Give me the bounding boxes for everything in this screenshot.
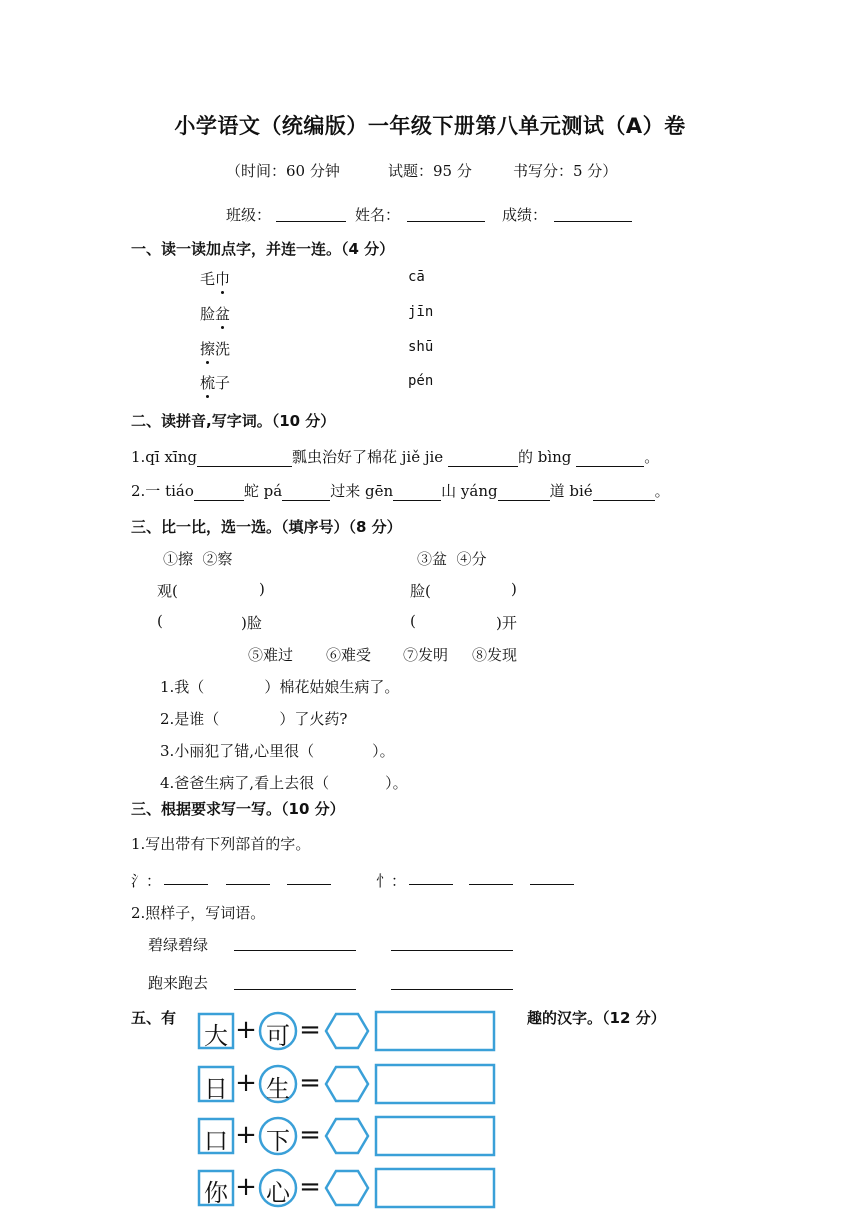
name-label: 姓名： <box>355 206 401 224</box>
answer-box[interactable] <box>376 1012 494 1050</box>
radical-water: 氵： <box>131 872 162 890</box>
fill-paren: ( <box>157 612 163 630</box>
answer-blank[interactable] <box>234 989 356 990</box>
word-item: 脸盆 <box>200 305 231 323</box>
plus-sign: + <box>235 1172 257 1202</box>
prompt-pattern: 2.照样子，写词语。 <box>131 904 266 922</box>
radical-heart: 忄： <box>376 872 407 890</box>
answer-blank[interactable] <box>448 450 518 467</box>
char-b: 可 <box>266 1022 290 1050</box>
char-a: 你 <box>204 1179 228 1207</box>
question-1: 1.我（ ）棉花姑娘生病了。 <box>160 678 400 696</box>
time-limit: （时间：60 分钟 <box>226 162 340 180</box>
example-word: 碧绿碧绿 <box>148 936 209 954</box>
char-a: 口 <box>204 1127 228 1155</box>
options-right: ③盆 ④分 <box>417 550 487 568</box>
answer-blank[interactable] <box>391 989 513 990</box>
grade-label: 成绩： <box>502 206 548 224</box>
char-b: 下 <box>266 1127 290 1155</box>
equals-sign: = <box>299 1015 321 1045</box>
answer-blank[interactable] <box>469 884 513 885</box>
fill-paren: ) <box>511 580 517 598</box>
answer-blank[interactable] <box>498 484 550 501</box>
answer-blank[interactable] <box>197 450 292 467</box>
answer-box[interactable] <box>376 1065 494 1103</box>
plus-sign: + <box>235 1120 257 1150</box>
char-equation-row <box>196 1165 506 1211</box>
char-equation-row <box>196 1008 506 1054</box>
fill-paren: ( <box>410 612 416 630</box>
answer-hexagon[interactable] <box>326 1014 368 1048</box>
answer-blank[interactable] <box>530 884 574 885</box>
answer-hexagon[interactable] <box>326 1171 368 1205</box>
question-3: 3.小丽犯了错,心里很（ ）。 <box>160 742 395 760</box>
name-blank[interactable] <box>407 221 485 222</box>
answer-hexagon[interactable] <box>326 1067 368 1101</box>
answer-blank[interactable] <box>282 484 330 501</box>
word-item: 梳子 <box>200 374 231 392</box>
answer-blank[interactable] <box>393 484 441 501</box>
grade-blank[interactable] <box>554 221 632 222</box>
pinyin-line-1: 1.qī xīng 瓢虫治好了棉花 jiě jie 的 bìng 。 <box>131 448 660 466</box>
equals-sign: = <box>299 1068 321 1098</box>
pinyin-line-2: 2.一 tiáo 蛇 pá 过来 gēn 山 yáng 道 bié 。 <box>131 482 670 500</box>
char-b: 生 <box>266 1075 290 1103</box>
options-left: ①擦 ②察 <box>163 550 233 568</box>
section-4-heading: 三、根据要求写一写。（10 分） <box>131 800 345 818</box>
fill-item: )脸 <box>241 614 262 632</box>
fill-paren: ) <box>259 580 265 598</box>
answer-blank[interactable] <box>287 884 331 885</box>
answer-blank[interactable] <box>576 450 644 467</box>
class-label: 班级： <box>226 206 272 224</box>
answer-blank[interactable] <box>194 484 244 501</box>
answer-hexagon[interactable] <box>326 1119 368 1153</box>
question-2: 2.是谁（ ）了火药? <box>160 710 348 728</box>
answer-blank[interactable] <box>164 884 208 885</box>
example-word: 跑来跑去 <box>148 974 209 992</box>
section-5-heading-start: 五、有 <box>131 1009 177 1027</box>
option-8: ⑧发现 <box>472 646 518 664</box>
plus-sign: + <box>235 1068 257 1098</box>
option-7: ⑦发明 <box>403 646 449 664</box>
char-a: 大 <box>204 1022 228 1050</box>
pinyin-item: pén <box>408 373 434 389</box>
answer-box[interactable] <box>376 1169 494 1207</box>
char-equation-row <box>196 1061 506 1107</box>
answer-box[interactable] <box>376 1117 494 1155</box>
page-title: 小学语文（统编版）一年级下册第八单元测试（A）卷 <box>174 114 686 138</box>
answer-blank[interactable] <box>234 950 356 951</box>
fill-item: 观( <box>157 582 178 600</box>
writing-score: 书写分：5 分） <box>513 162 618 180</box>
class-blank[interactable] <box>276 221 346 222</box>
equals-sign: = <box>299 1120 321 1150</box>
section-3-heading: 三、比一比，选一选。（填序号）（8 分） <box>131 518 402 536</box>
char-b: 心 <box>266 1179 290 1207</box>
section-2-heading: 二、读拼音,写字词。（10 分） <box>131 412 336 430</box>
fill-item: )开 <box>496 614 517 632</box>
plus-sign: + <box>235 1015 257 1045</box>
question-4: 4.爸爸生病了,看上去很（ ）。 <box>160 774 408 792</box>
char-a: 日 <box>204 1075 228 1103</box>
equals-sign: = <box>299 1172 321 1202</box>
word-item: 毛巾 <box>200 270 231 288</box>
word-item: 擦洗 <box>200 340 231 358</box>
answer-blank[interactable] <box>409 884 453 885</box>
pinyin-item: shū <box>408 339 434 355</box>
section-5-heading-end: 趣的汉字。（12 分） <box>527 1009 666 1027</box>
section-1-heading: 一、读一读加点字，并连一连。（4 分） <box>131 240 395 258</box>
option-6: ⑥难受 <box>326 646 372 664</box>
answer-blank[interactable] <box>391 950 513 951</box>
option-5: ⑤难过 <box>248 646 294 664</box>
prompt-radicals: 1.写出带有下列部首的字。 <box>131 835 311 853</box>
test-score: 试题：95 分 <box>388 162 472 180</box>
answer-blank[interactable] <box>226 884 270 885</box>
pinyin-item: jīn <box>408 304 434 320</box>
fill-item: 脸( <box>410 582 431 600</box>
char-equation-row <box>196 1113 506 1159</box>
pinyin-item: cā <box>408 269 425 285</box>
answer-blank[interactable] <box>593 484 655 501</box>
